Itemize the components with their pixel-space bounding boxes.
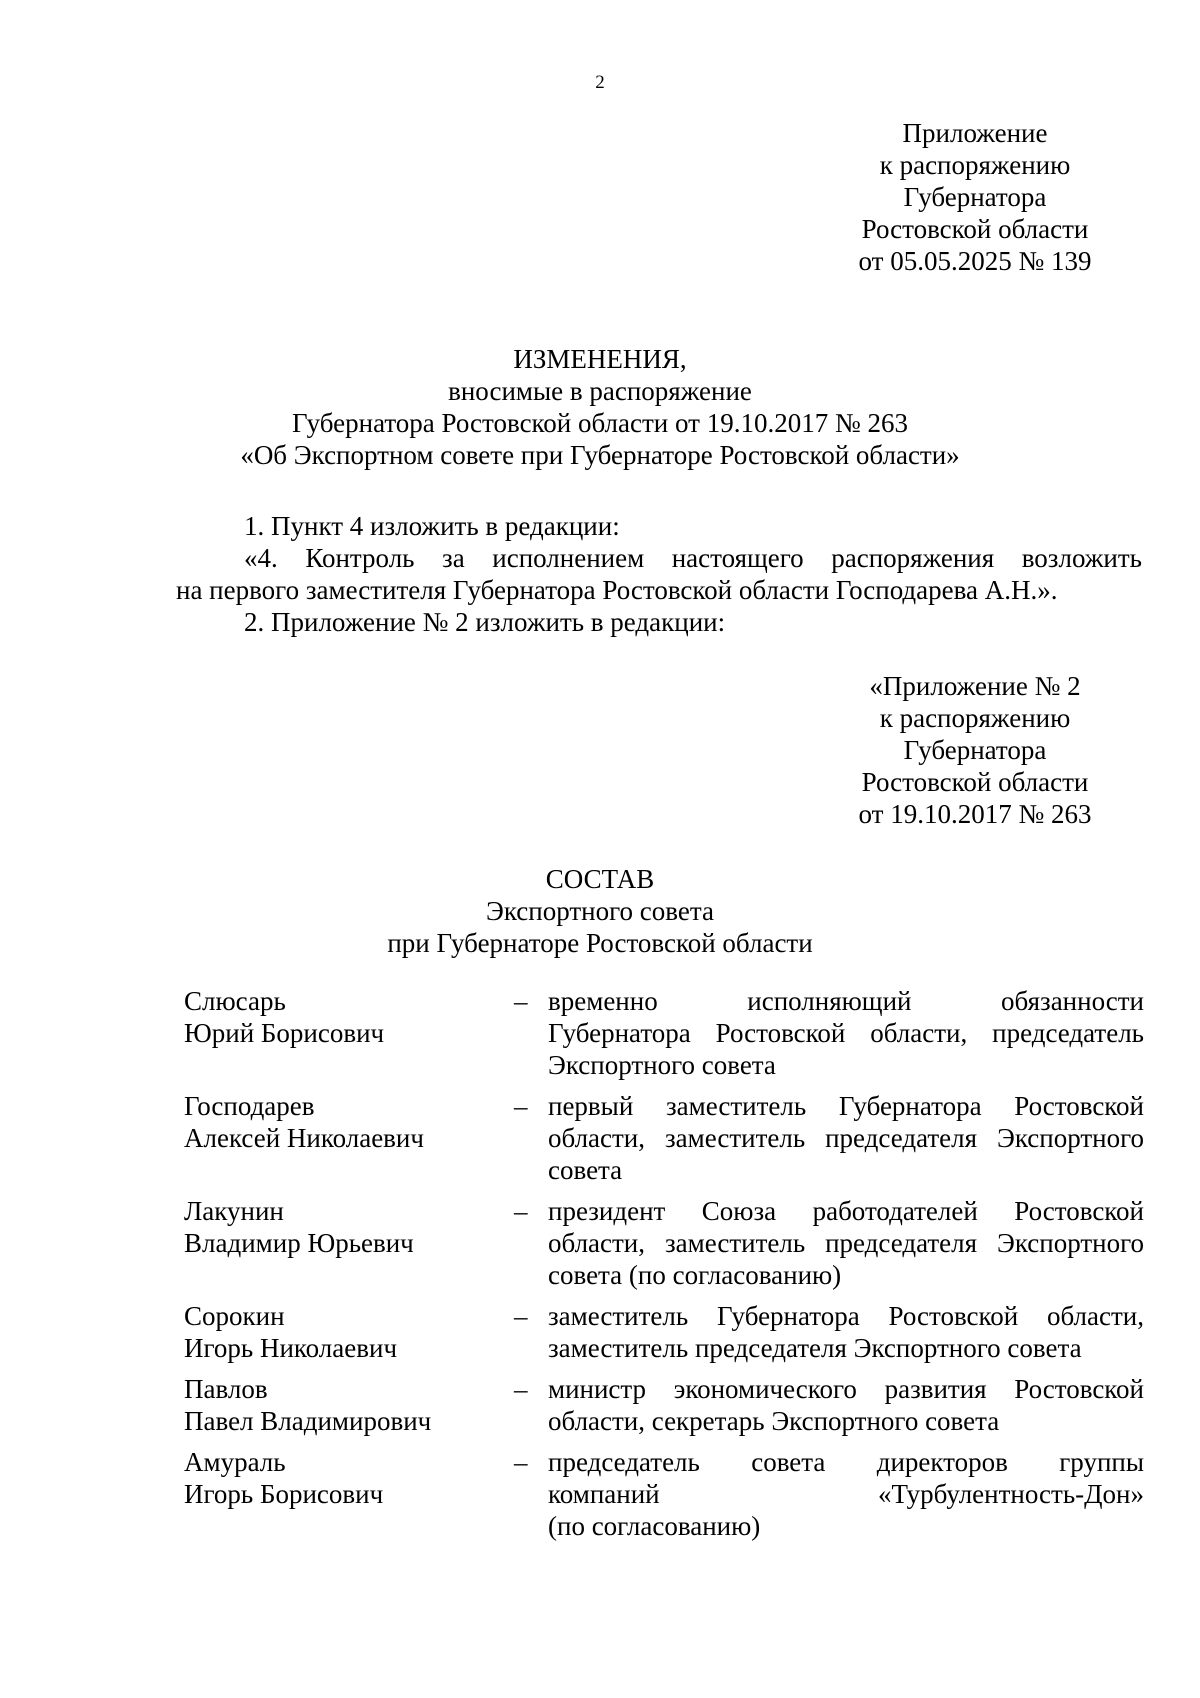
member-dash: – xyxy=(514,1091,528,1121)
member-dash: – xyxy=(514,1301,528,1331)
member-role-line: (по согласованию) xyxy=(548,1511,761,1541)
member-given-name: Игорь Николаевич xyxy=(184,1333,398,1363)
member-role-line: совета xyxy=(548,1155,623,1185)
point-2: 2. Приложение № 2 изложить в редакции: xyxy=(244,607,726,637)
point-1-quote-continuation: на первого заместителя Губернатора Ростовской области Господарева А.Н.». xyxy=(176,575,1058,605)
member-name xyxy=(184,1373,514,1437)
member-given-name: Игорь Борисович xyxy=(184,1479,384,1509)
member-surname: Сорокин xyxy=(184,1301,285,1331)
appendix-header-line: к распоряжению xyxy=(879,150,1071,180)
member-given-name: Владимир Юрьевич xyxy=(184,1228,414,1258)
member-row xyxy=(184,1195,1144,1291)
member-row xyxy=(184,1373,1144,1437)
member-surname: Лакунин xyxy=(184,1196,284,1226)
page-number: 2 xyxy=(595,72,605,93)
member-role-line: Экспортного совета xyxy=(548,1050,776,1080)
member-dash: – xyxy=(514,986,528,1016)
member-name xyxy=(184,1090,514,1186)
sostav-title xyxy=(0,863,1200,959)
changes-title-line: «Об Экспортном совете при Губернаторе Ростовской области» xyxy=(240,440,960,470)
member-role-line: заместитель председателя Экспортного совета xyxy=(548,1333,1082,1363)
member-row xyxy=(184,1090,1144,1186)
member-name xyxy=(184,985,514,1081)
appendix-2-header-line: к распоряжению xyxy=(879,703,1071,733)
appendix-2-header-line: Губернатора xyxy=(903,735,1047,765)
sostav-title-line: при Губернаторе Ростовской области xyxy=(387,928,813,958)
member-role xyxy=(548,1446,1144,1542)
appendix-2-header-line: Ростовской области xyxy=(861,767,1089,797)
member-role-line: совета (по согласованию) xyxy=(548,1260,842,1290)
appendix-header-line: Ростовской области xyxy=(861,214,1089,244)
member-role-line: первый заместитель Губернатора Ростовской xyxy=(548,1091,1144,1121)
sostav-title-line: Экспортного совета xyxy=(486,896,714,926)
appendix-header-line: Губернатора xyxy=(903,182,1047,212)
appendix-header-line: Приложение xyxy=(902,118,1048,148)
changes-title-line: Губернатора Ростовской области от 19.10.2017 № 263 xyxy=(292,408,908,438)
member-role xyxy=(548,1373,1144,1437)
member-dash: – xyxy=(514,1196,528,1226)
member-role-line: области, заместитель председателя Экспортного xyxy=(548,1228,1144,1258)
appendix-header-line: от 05.05.2025 № 139 xyxy=(858,246,1092,276)
member-role-line: заместитель Губернатора Ростовской области, xyxy=(548,1301,1144,1331)
appendix-2-header xyxy=(830,670,1120,830)
appendix-2-header-line: «Приложение № 2 xyxy=(869,671,1081,701)
member-role-line: временно исполняющий обязанности xyxy=(548,986,1144,1016)
member-role xyxy=(548,1090,1144,1186)
member-dash: – xyxy=(514,1447,528,1477)
member-surname: Павлов xyxy=(184,1374,268,1404)
member-role-line: области, заместитель председателя Экспортного xyxy=(548,1123,1144,1153)
changes-title-line: вносимые в распоряжение xyxy=(448,376,752,406)
member-surname: Господарев xyxy=(184,1091,315,1121)
member-given-name: Юрий Борисович xyxy=(184,1018,385,1048)
member-role-line: председатель совета директоров группы xyxy=(548,1447,1144,1477)
members-list xyxy=(184,985,1144,1551)
member-given-name: Павел Владимирович xyxy=(184,1406,432,1436)
member-name xyxy=(184,1195,514,1291)
member-dash: – xyxy=(514,1374,528,1404)
member-row xyxy=(184,985,1144,1081)
member-name xyxy=(184,1300,514,1364)
member-role-line: министр экономического развития Ростовской xyxy=(548,1374,1144,1404)
member-row xyxy=(184,1300,1144,1364)
member-row xyxy=(184,1446,1144,1542)
member-role xyxy=(548,985,1144,1081)
member-surname: Амураль xyxy=(184,1447,286,1477)
member-role-line: президент Союза работодателей Ростовской xyxy=(548,1196,1144,1226)
point-1-quote: «4. Контроль за исполнением настоящего распоряжения возложить xyxy=(244,543,1142,573)
point-1: 1. Пункт 4 изложить в редакции: xyxy=(244,511,620,541)
member-role-line: области, секретарь Экспортного совета xyxy=(548,1406,1000,1436)
sostav-title-line: СОСТАВ xyxy=(545,864,655,894)
member-role-line: Губернатора Ростовской области, председатель xyxy=(548,1018,1144,1048)
appendix-header xyxy=(830,117,1120,277)
member-role-line: компаний «Турбулентность-Дон» xyxy=(548,1479,1144,1509)
member-name xyxy=(184,1446,514,1542)
member-surname: Слюсарь xyxy=(184,986,286,1016)
changes-title-line: ИЗМЕНЕНИЯ, xyxy=(513,344,687,374)
member-role xyxy=(548,1195,1144,1291)
appendix-2-header-line: от 19.10.2017 № 263 xyxy=(858,799,1092,829)
member-given-name: Алексей Николаевич xyxy=(184,1123,424,1153)
changes-title xyxy=(0,343,1200,471)
member-role xyxy=(548,1300,1144,1364)
